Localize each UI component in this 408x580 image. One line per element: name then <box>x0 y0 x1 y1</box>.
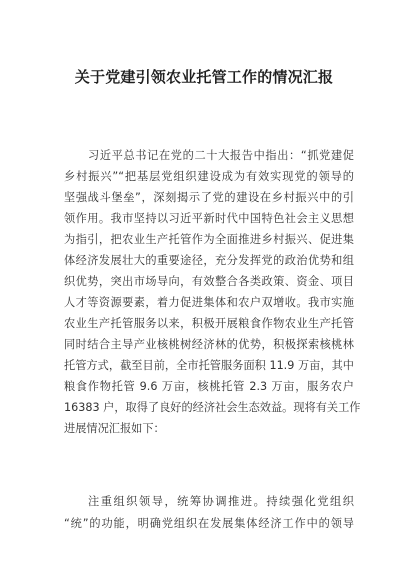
paragraph-line: 托管方式，截至目前，全市托管服务面积 11.9 万亩，其中 <box>64 359 354 372</box>
paragraph-line: 16383 户，取得了良好的经济社会生态效益。现将有关工作 <box>64 401 361 414</box>
paragraph-line: 进展情况汇报如下： <box>64 422 165 435</box>
paragraph-line: 注重组织领导，统筹协调推进。持续强化党组织 <box>88 495 354 508</box>
paragraph-line: 织优势，突出市场导向，有效整合各类政策、资金、项目 <box>64 275 354 288</box>
paragraph-line: 乡村振兴”“把基层党组织建设成为有效实现党的领导的 <box>64 170 354 183</box>
paragraph-line: 体经济发展壮大的重要途径，充分发挥党的政治优势和组 <box>64 254 354 267</box>
paragraph-line: 农业生产托管服务以来，积极开展粮食作物农业生产托管 <box>64 317 354 330</box>
paragraph-line: “统”的功能，明确党组织在发展集体经济工作中的领导 <box>64 517 354 530</box>
document-title: 关于党建引领农业托管工作的情况汇报 <box>74 68 334 86</box>
paragraph-line: 为指引，把农业生产托管作为全面推进乡村振兴、促进集 <box>64 233 354 246</box>
paragraph-line: 坚强战斗堡垒”，深刻揭示了党的建设在乡村振兴中的引 <box>64 191 354 204</box>
paragraph-line: 人才等资源要素，着力促进集体和农户双增收。我市实施 <box>64 296 354 309</box>
paragraph-line: 习近平总书记在党的二十大报告中指出：“抓党建促 <box>88 149 354 162</box>
paragraph-line: 同时结合主导产业核桃树经济林的优势，积极探索核桃林 <box>64 338 354 351</box>
paragraph-line: 粮食作物托管 9.6 万亩，核桃托管 2.3 万亩，服务农户 <box>64 380 354 393</box>
paragraph-line: 领作用。我市坚持以习近平新时代中国特色社会主义思想 <box>64 212 354 225</box>
